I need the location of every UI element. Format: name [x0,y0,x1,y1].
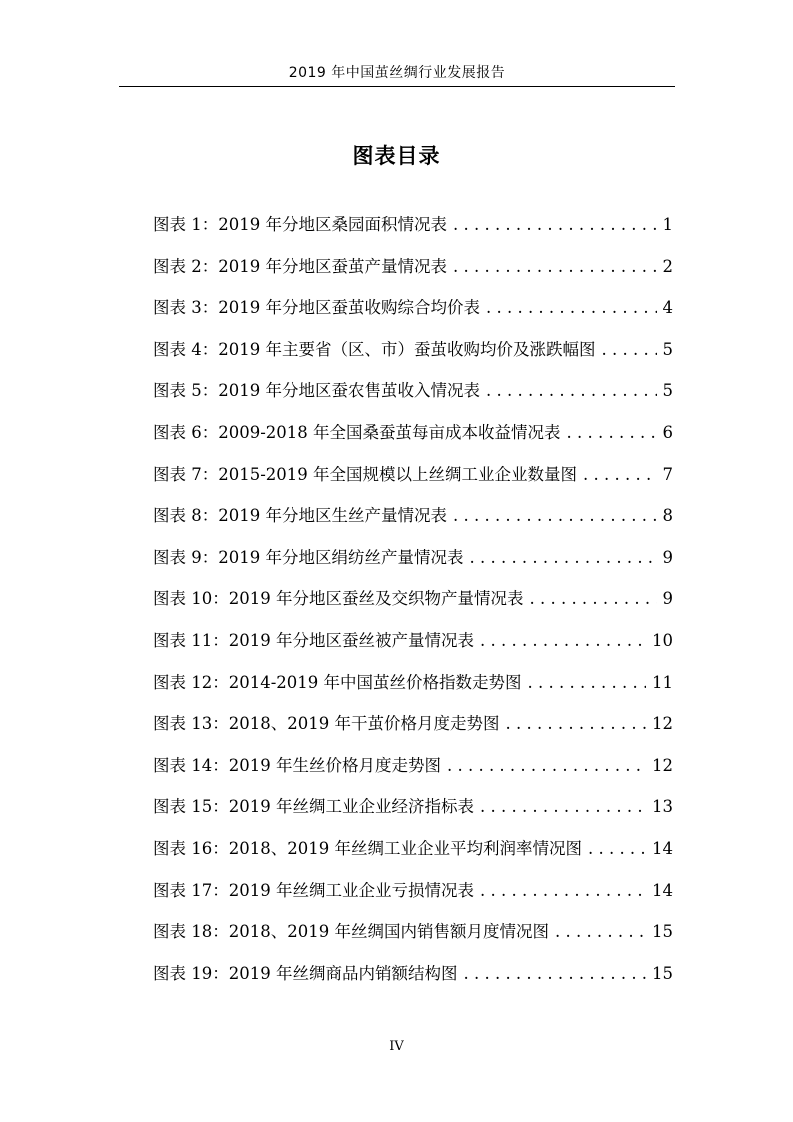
toc-entry-page: 15 [652,963,673,983]
toc-dot-leader [447,756,646,775]
toc-dot-leader [486,298,657,317]
toc-entry-page: 12 [652,755,673,775]
toc-entry[interactable] [153,585,673,627]
toc-entry-label: 图表 19：2019 年丝绸商品内销额结构图 [153,963,458,983]
toc-dot-leader [588,839,646,858]
running-header: 2019 年中国茧丝绸行业发展报告 [288,65,506,81]
toc-dot-leader [480,631,646,650]
toc-dot-leader [567,423,657,442]
toc-entry[interactable] [153,461,673,503]
toc-entry-page: 1 [662,215,673,234]
toc-entry-label: 图表 12：2014-2019 年中国茧丝价格指数走势图 [153,672,522,692]
toc-entry-label: 图表 9：2019 年分地区绢纺丝产量情况表 [153,547,464,567]
toc-dot-leader [453,215,657,234]
toc-dot-leader [583,465,656,484]
toc-entry-page: 5 [662,339,673,359]
toc-entry-page: 10 [652,630,673,650]
toc-entry[interactable] [153,336,673,378]
toc-dot-leader [529,589,656,608]
toc-entry[interactable] [153,211,673,253]
toc-entry[interactable] [153,627,673,669]
toc-entry-label: 图表 16：2018、2019 年丝绸工业企业平均利润率情况图 [153,838,582,858]
toc-entry[interactable] [153,835,673,877]
toc-dot-leader [528,673,646,692]
page-number: IV [389,1039,404,1054]
toc-entry-label: 图表 6：2009-2018 年全国桑蚕茧每亩成本收益情况表 [153,422,561,442]
toc-entry[interactable] [153,752,673,794]
toc-entry-page: 9 [662,547,673,567]
toc-dot-leader [453,506,657,525]
toc-entry[interactable] [153,918,673,960]
toc-entry-label: 图表 8：2019 年分地区生丝产量情况表 [153,506,447,526]
toc-dot-leader [453,257,657,276]
toc-entry-page: 15 [652,922,673,942]
toc-entry-label: 图表 18：2018、2019 年丝绸国内销售额月度情况图 [153,922,549,942]
toc-entry-page: 6 [662,422,673,442]
toc-entry-label: 图表 10：2019 年分地区蚕丝及交织物产量情况表 [153,589,524,609]
toc-entry-label: 图表 13：2018、2019 年干茧价格月度走势图 [153,714,500,734]
toc-entry-label: 图表 14：2019 年生丝价格月度走势图 [153,755,441,775]
toc-entry-label: 图表 3：2019 年分地区蚕茧收购综合均价表 [153,298,480,318]
toc-entry-page: 9 [662,589,673,609]
toc-entry-page: 11 [652,672,673,692]
toc-entry[interactable] [153,377,673,419]
toc-entry[interactable] [153,502,673,544]
toc-entry[interactable] [153,669,673,711]
toc-dot-leader [486,381,657,400]
toc-entry[interactable] [153,710,673,752]
toc-dot-leader [601,340,656,359]
toc-dot-leader [480,797,646,816]
toc-entry-page: 8 [662,506,673,526]
toc-entry[interactable] [153,960,673,1002]
toc-entry[interactable] [153,544,673,586]
toc-entry-label: 图表 7：2015-2019 年全国规模以上丝绸工业企业数量图 [153,464,578,484]
toc-entry-page: 13 [652,797,673,817]
toc-entry-label: 图表 4：2019 年主要省（区、市）蚕茧收购均价及涨跌幅图 [153,339,596,359]
toc-dot-leader [463,964,646,983]
toc-dot-leader [505,714,646,733]
toc-entry-page: 14 [652,880,673,900]
toc-entry-page: 12 [652,714,673,734]
toc-entry[interactable] [153,877,673,919]
toc-entry-label: 图表 17：2019 年丝绸工业企业亏损情况表 [153,880,474,900]
toc-entry-label: 图表 11：2019 年分地区蚕丝被产量情况表 [153,630,474,650]
toc-dot-leader [469,548,656,567]
toc-entry-page: 2 [662,256,673,276]
toc-entry-page: 4 [662,298,673,318]
toc-entry[interactable] [153,294,673,336]
toc-entry-label: 图表 2：2019 年分地区蚕茧产量情况表 [153,256,447,276]
header-divider [119,86,675,87]
toc-dot-leader [480,881,646,900]
toc-dot-leader [555,922,646,941]
toc-entry-page: 5 [662,381,673,401]
toc-entry-label: 图表 5：2019 年分地区蚕农售茧收入情况表 [153,381,480,401]
toc-entry[interactable] [153,253,673,295]
toc-entry-label: 图表 1：2019 年分地区桑园面积情况表 [153,215,447,234]
toc-entry[interactable] [153,793,673,835]
page-title: 图表目录 [352,144,441,168]
toc-entry-page: 14 [652,838,673,858]
toc-entry[interactable] [153,419,673,461]
toc-entry-page: 7 [662,464,673,484]
toc-entry-label: 图表 15：2019 年丝绸工业企业经济指标表 [153,797,474,817]
table-of-figures [153,211,673,1001]
